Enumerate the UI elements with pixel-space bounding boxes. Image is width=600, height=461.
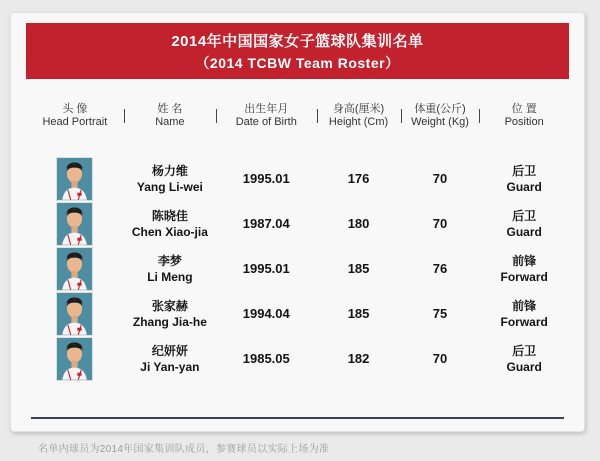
name-cell [124,343,216,375]
column-header-weight [401,103,480,129]
dob-cell: 1995.01 [242,261,290,276]
title-chinese: 2014年中国国家女子篮球队集训名单 [171,32,424,50]
player-name-en: Li Meng [147,269,193,284]
player-name-en: Ji Yan-yan [140,359,200,374]
dob-cell: 1994.04 [242,306,290,321]
weight-cell: 70 [432,216,448,231]
table-row [26,336,569,381]
portrait-cell [26,247,124,291]
column-divider [401,109,402,123]
portrait-cell [26,157,124,201]
player-name-en: Chen Xiao-jia [131,224,208,239]
position-cell [479,343,569,375]
name-cell [124,298,216,330]
player-name-cn: 纪妍妍 [151,343,188,358]
position-cell [479,253,569,285]
player-position-en: Guard [506,359,542,374]
table-row [26,201,569,246]
weight-cell: 76 [432,261,448,276]
roster-card [10,12,585,432]
player-position-en: Forward [500,314,548,329]
position-cell [479,208,569,240]
player-name-cn: 陈晓佳 [151,208,188,223]
roster-title-banner [26,23,569,79]
column-divider [216,109,217,123]
portrait-cell [26,337,124,381]
player-portrait-photo [56,202,93,246]
player-position-cn: 前锋 [512,253,537,268]
column-header-height-cn: 身高(厘米) [332,103,385,115]
column-header-height [316,103,400,129]
player-position-en: Guard [506,224,542,239]
player-position-cn: 后卫 [512,163,537,178]
column-divider [317,109,318,123]
column-header-name [124,103,216,129]
position-cell [479,298,569,330]
column-header-height-en: Height (Cm) [328,116,389,128]
column-divider [479,109,480,123]
height-cell: 185 [347,261,370,276]
dob-cell: 1985.05 [242,351,290,366]
position-cell [479,163,569,195]
player-portrait-photo [56,247,93,291]
table-row [26,291,569,336]
name-cell [124,253,216,285]
player-name-en: Zhang Jia-he [132,314,207,329]
column-header-portrait [26,103,124,129]
table-row [26,246,569,291]
column-header-portrait-en: Head Portrait [42,116,108,128]
weight-cell: 70 [432,171,448,186]
column-header-position [479,103,569,129]
column-header-position-cn: 位 置 [511,103,537,115]
weight-cell: 75 [432,306,448,321]
player-position-en: Guard [506,179,542,194]
column-header-name-en: Name [155,116,185,128]
name-cell [124,208,216,240]
dob-cell: 1987.04 [242,216,290,231]
player-name-en: Yang Li-wei [136,179,203,194]
column-header-position-en: Position [504,116,544,128]
height-cell: 176 [347,171,370,186]
player-position-cn: 后卫 [512,208,537,223]
bottom-rule [31,417,564,419]
height-cell: 182 [347,351,370,366]
player-portrait-photo [56,157,93,201]
portrait-cell [26,202,124,246]
player-portrait-photo [56,337,93,381]
column-header-dob-cn: 出生年月 [244,103,289,115]
name-cell [124,163,216,195]
player-name-cn: 李梦 [157,253,182,268]
column-divider [124,109,125,123]
table-row [26,156,569,201]
player-name-cn: 张家赫 [151,298,188,313]
footnote-text: 名单内球员为2014年国家集训队成员，参赛球员以实际上场为准 [38,444,330,455]
column-header-weight-en: Weight (Kg) [411,116,469,128]
column-header-row [26,103,569,129]
height-cell: 180 [347,216,370,231]
title-english: （2014 TCBW Team Roster） [195,54,400,71]
dob-cell: 1995.01 [242,171,290,186]
player-position-en: Forward [500,269,548,284]
weight-cell: 70 [432,351,448,366]
column-header-portrait-cn: 头 像 [62,103,88,115]
column-header-weight-cn: 体重(公斤) [414,103,466,115]
height-cell: 185 [347,306,370,321]
player-position-cn: 后卫 [512,343,537,358]
roster-table [26,103,569,419]
column-header-name-cn: 姓 名 [157,103,183,115]
player-rows [26,156,569,381]
portrait-cell [26,292,124,336]
column-header-dob [216,103,316,129]
player-position-cn: 前锋 [512,298,537,313]
player-name-cn: 杨力维 [151,163,188,178]
player-portrait-photo [56,292,93,336]
column-header-dob-en: Date of Birth [235,116,297,128]
